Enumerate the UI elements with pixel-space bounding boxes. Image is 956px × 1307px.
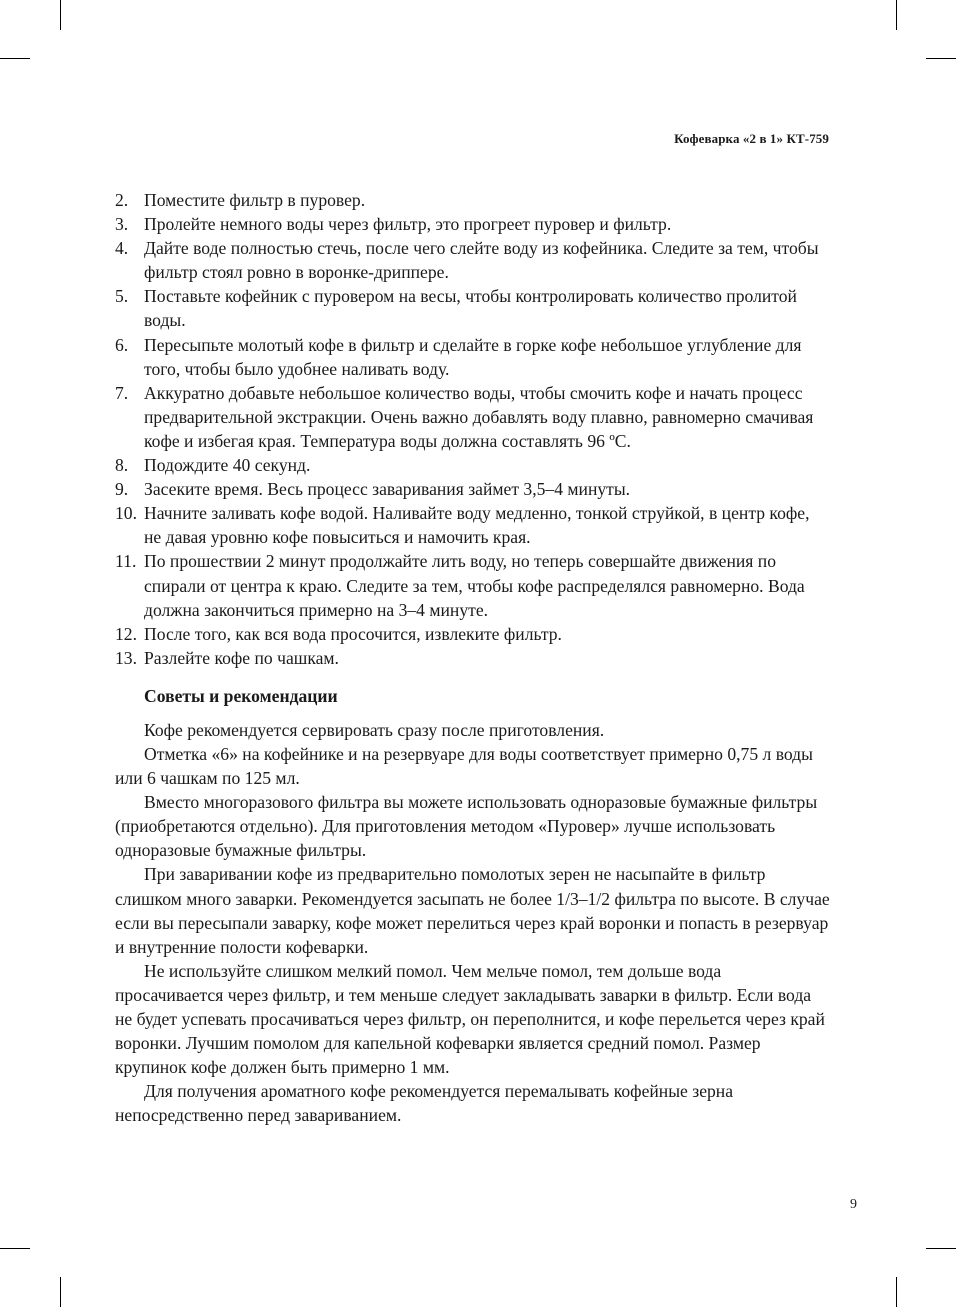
step-text: По прошествии 2 минут продолжайте лить воду, но теперь совершайте движения по спирали от центра к краю. Следите за тем, чтобы кофе распределялся равномерно. Вода должна закончиться примерно на 3–4 минуте. [144,551,805,620]
step-text: Поставьте кофейник с пуровером на весы, чтобы контролировать количество пролитой воды. [144,286,797,331]
step-text: Засеките время. Весь процесс заваривания займет 3,5–4 минуты. [144,479,631,500]
list-item [115,188,831,212]
step-text: Поместите фильтр в пуровер. [144,190,366,210]
crop-mark-bottom-left-vertical [60,1277,61,1307]
running-header: Кофеварка «2 в 1» КТ-759 [674,131,829,146]
tips-paragraph: Для получения ароматного кофе рекомендуется перемалывать кофейные зерна непосредственно перед завариванием. [115,1081,734,1126]
step-text: Пересыпьте молотый кофе в фильтр и сделайте в горке кофе небольшое углубление для того, чтобы было удобнее наливать воду. [144,334,802,379]
list-item [115,453,831,477]
instruction-steps-list [115,188,831,670]
step-text: Аккуратно добавьте небольшое количество воды, чтобы смочить кофе и начать процесс предварительной экстракции. Очень важно добавлять воду плавно, равномерно смачивая кофе и избегая края. Температура воды должна составлять 96 ºС. [144,382,814,451]
list-item [115,212,831,236]
crop-mark-bottom-left-horizontal [0,1248,30,1249]
tips-paragraph: Не используйте слишком мелкий помол. Чем мельче помол, тем дольше вода просачивается через фильтр, и тем меньше следует закладывать заварки в фильтр. Если вода не будет успевать просачиваться через фильтр, он переполнится, и кофе перельется через край воронки. Лучшим помолом для капельной кофеварки является средний помол. Размер крупинок кофе должен быть примерно 1 мм. [115,960,825,1078]
list-item [115,646,831,670]
step-text: Дайте воде полностью стечь, после чего слейте воду из кофейника. Следите за тем, чтобы фильтр стоял ровно в воронке-дриппере. [144,238,819,283]
page-content [115,188,831,1127]
crop-mark-top-right-vertical [896,0,897,30]
tips-paragraph: Отметка «6» на кофейнике и на резервуаре для воды соответствует примерно 0,75 л воды или 6 чашкам по 125 мл. [115,743,813,789]
page-number: 9 [850,1197,857,1212]
list-item [115,549,831,621]
list-item [115,622,831,646]
step-number: 13. [115,647,137,668]
step-text: После того, как вся вода просочится, извлеките фильтр. [144,623,562,644]
tips-paragraph: Кофе рекомендуется сервировать сразу после приготовления. [144,719,605,740]
step-text: Подождите 40 секунд. [144,455,311,476]
list-item [115,381,831,453]
list-item [115,236,831,284]
step-number: 9. [115,479,129,500]
step-number: 11. [115,551,137,572]
step-number: 10. [115,503,137,524]
step-text: Начните заливать кофе водой. Наливайте воду медленно, тонкой струйкой, в центр кофе, не давая уровню кофе повыситься и намочить края. [144,503,810,548]
step-number: 3. [115,214,129,235]
list-item [115,333,831,381]
tips-paragraph: Вместо многоразового фильтра вы можете использовать одноразовые бумажные фильтры (приобретаются отдельно). Для приготовления методом «Пуровер» лучше использовать одноразовые бумажные фильтры. [115,792,818,861]
step-number: 4. [115,238,129,259]
tips-paragraph: При заваривании кофе из предварительно помолотых зерен не насыпайте в фильтр слишком много заварки. Рекомендуется засыпать не более 1/3–1/2 фильтра по высоте. В случае если вы пересыпали заварку, кофе может перелиться через край воронки и попасть в резервуар и внутренние полости кофеварки. [115,864,830,957]
step-text: Разлейте кофе по чашкам. [144,647,339,668]
crop-mark-top-left-vertical [60,0,61,30]
step-number: 6. [115,334,129,355]
step-number: 12. [115,623,137,644]
step-text: Пролейте немного воды через фильтр, это прогреет пуровер и фильтр. [144,214,672,235]
step-number: 2. [115,190,129,210]
list-item [115,477,831,501]
list-item [115,284,831,332]
step-number: 7. [115,382,129,403]
step-number: 5. [115,286,129,307]
crop-mark-top-right-horizontal [926,58,956,59]
step-number: 8. [115,455,129,476]
crop-mark-top-left-horizontal [0,58,30,59]
crop-mark-bottom-right-horizontal [926,1248,956,1249]
tips-section-title: Советы и рекомендации [144,685,338,706]
list-item [115,501,831,549]
crop-mark-bottom-right-vertical [896,1277,897,1307]
